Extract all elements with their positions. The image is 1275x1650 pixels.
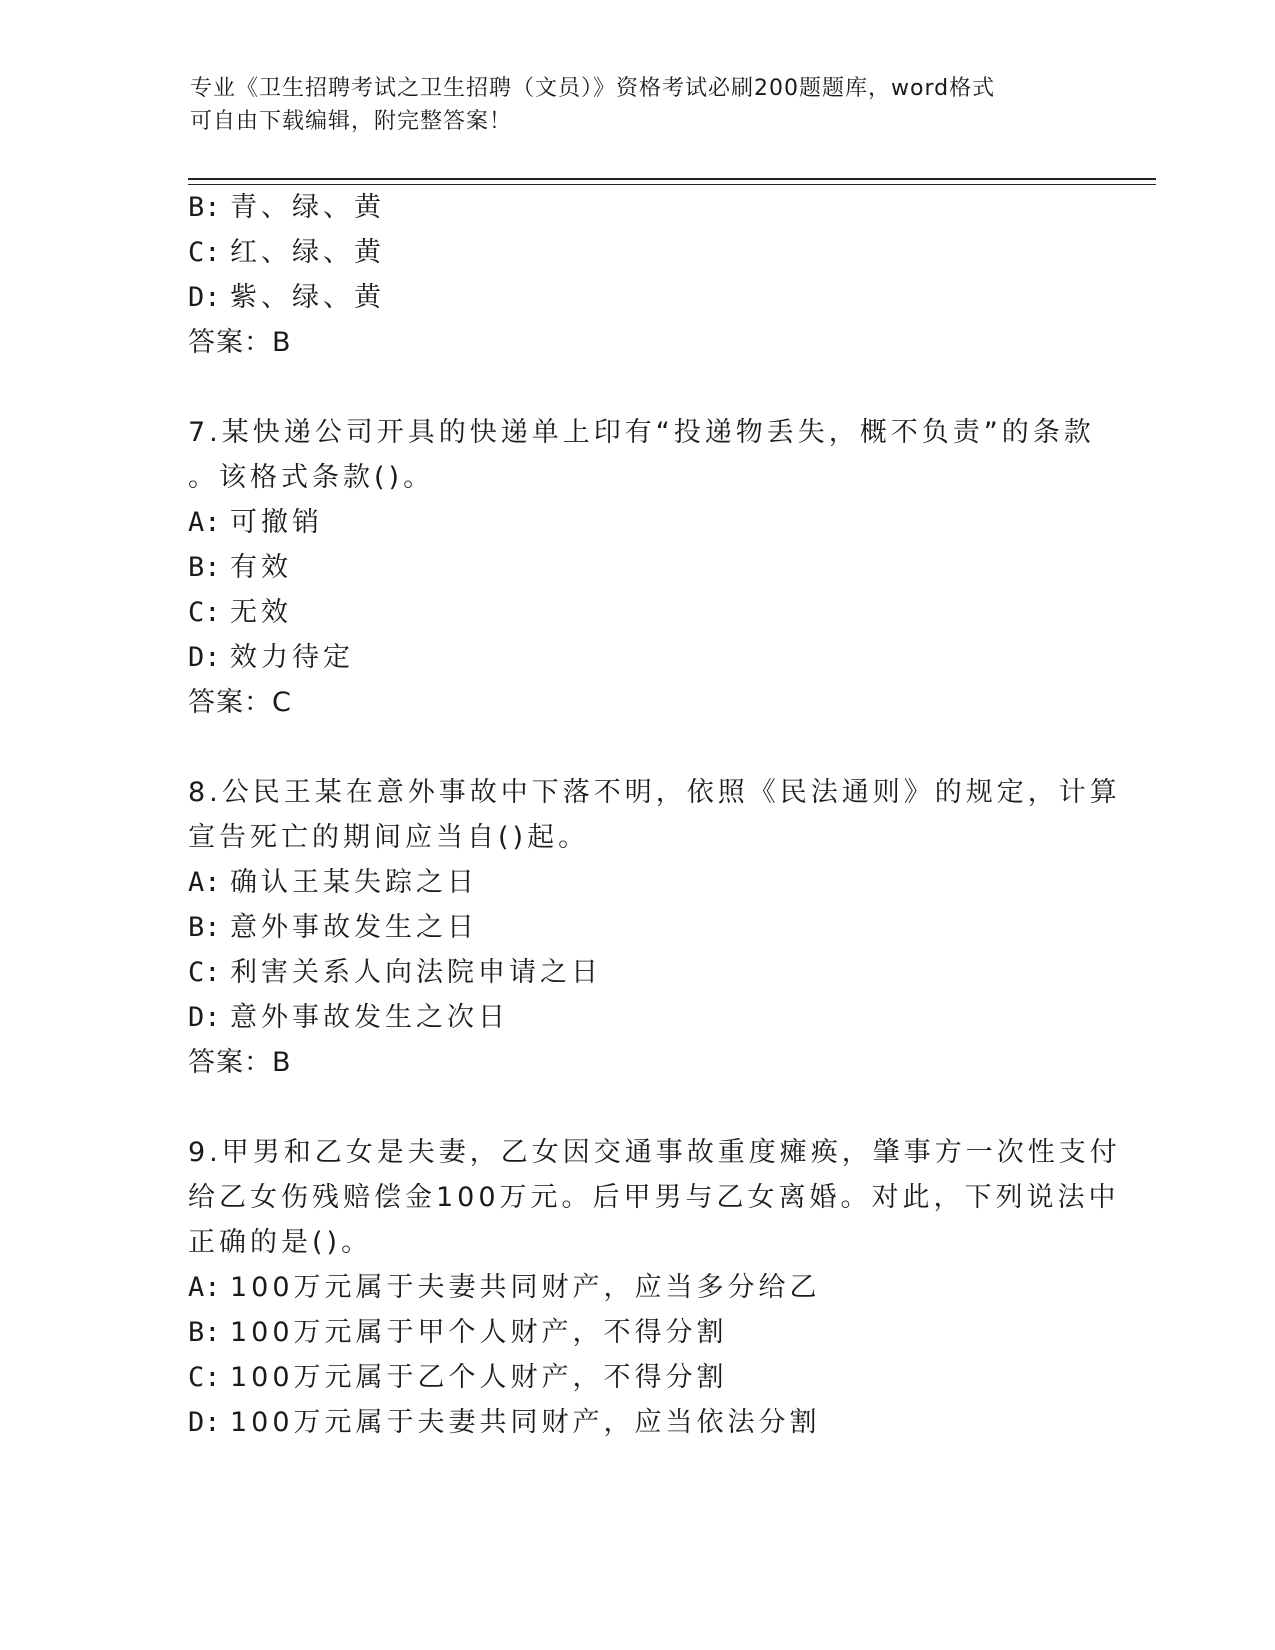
q6-option-b	[188, 191, 385, 225]
option-text: 无效	[230, 597, 292, 628]
option-text: 100万元属于甲个人财产，不得分割	[230, 1317, 728, 1348]
q9-stem-line-2: 给乙女伤残赔偿金100万元。后甲男与乙女离婚。对此，下列说法中	[188, 1182, 1120, 1213]
option-text: 紫、绿、黄	[230, 282, 385, 313]
option-letter: D:	[188, 642, 221, 673]
q9-option-a	[188, 1271, 821, 1305]
q7-answer: 答案：C	[188, 687, 292, 718]
q9-option-d	[188, 1406, 821, 1440]
option-letter: B:	[188, 912, 221, 943]
q8-option-c	[188, 956, 602, 990]
option-text: 效力待定	[230, 642, 354, 673]
option-letter: B:	[188, 552, 221, 583]
option-letter: C:	[188, 957, 221, 988]
q9-stem-line-1: 9.甲男和乙女是夫妻，乙女因交通事故重度瘫痪，肇事方一次性支付	[188, 1137, 1121, 1168]
option-text: 有效	[230, 552, 292, 583]
q7-stem-line-1: 7.某快递公司开具的快递单上印有“投递物丢失，概不负责”的条款	[188, 417, 1095, 448]
option-text: 意外事故发生之次日	[230, 1002, 509, 1033]
q8-option-b	[188, 911, 478, 945]
option-text: 100万元属于夫妻共同财产，应当多分给乙	[230, 1272, 821, 1303]
q8-stem-line-1: 8.公民王某在意外事故中下落不明，依照《民法通则》的规定，计算	[188, 777, 1121, 808]
option-text: 100万元属于夫妻共同财产，应当依法分割	[230, 1407, 821, 1438]
q9-stem-line-3: 正确的是()。	[188, 1227, 373, 1258]
q8-stem-line-2: 宣告死亡的期间应当自()起。	[188, 822, 590, 853]
header-rule-thick	[188, 178, 1156, 180]
option-text: 100万元属于乙个人财产，不得分割	[230, 1362, 728, 1393]
q8-option-d	[188, 1001, 509, 1035]
header-line-2: 可自由下载编辑，附完整答案！	[190, 109, 513, 134]
option-letter: A:	[188, 1272, 221, 1303]
q7-option-a	[188, 506, 323, 540]
option-letter: D:	[188, 1407, 221, 1438]
option-letter: C:	[188, 1362, 221, 1393]
option-letter: B:	[188, 192, 221, 223]
option-letter: B:	[188, 1317, 221, 1348]
q8-answer: 答案：B	[188, 1047, 292, 1078]
q6-option-c	[188, 236, 385, 270]
q7-stem-line-2: 。该格式条款()。	[188, 462, 435, 493]
q9-option-c	[188, 1361, 728, 1395]
q7-option-c	[188, 596, 292, 630]
option-letter: D:	[188, 1002, 221, 1033]
q8-option-a	[188, 866, 478, 900]
option-letter: A:	[188, 867, 221, 898]
q7-option-b	[188, 551, 292, 585]
q9-option-b	[188, 1316, 728, 1350]
option-letter: C:	[188, 597, 221, 628]
document-header	[190, 72, 1090, 138]
option-text: 可撤销	[230, 507, 323, 538]
header-line-1: 专业《卫生招聘考试之卫生招聘（文员）》资格考试必刷200题题库，word格式	[190, 76, 996, 101]
header-rule-thin	[188, 184, 1156, 185]
option-text: 确认王某失踪之日	[230, 867, 478, 898]
option-text: 利害关系人向法院申请之日	[230, 957, 602, 988]
option-text: 意外事故发生之日	[230, 912, 478, 943]
option-text: 青、绿、黄	[230, 192, 385, 223]
q6-option-d	[188, 281, 385, 315]
option-text: 红、绿、黄	[230, 237, 385, 268]
q6-answer: 答案：B	[188, 327, 292, 358]
option-letter: C:	[188, 237, 221, 268]
q7-option-d	[188, 641, 354, 675]
option-letter: D:	[188, 282, 221, 313]
option-letter: A:	[188, 507, 221, 538]
